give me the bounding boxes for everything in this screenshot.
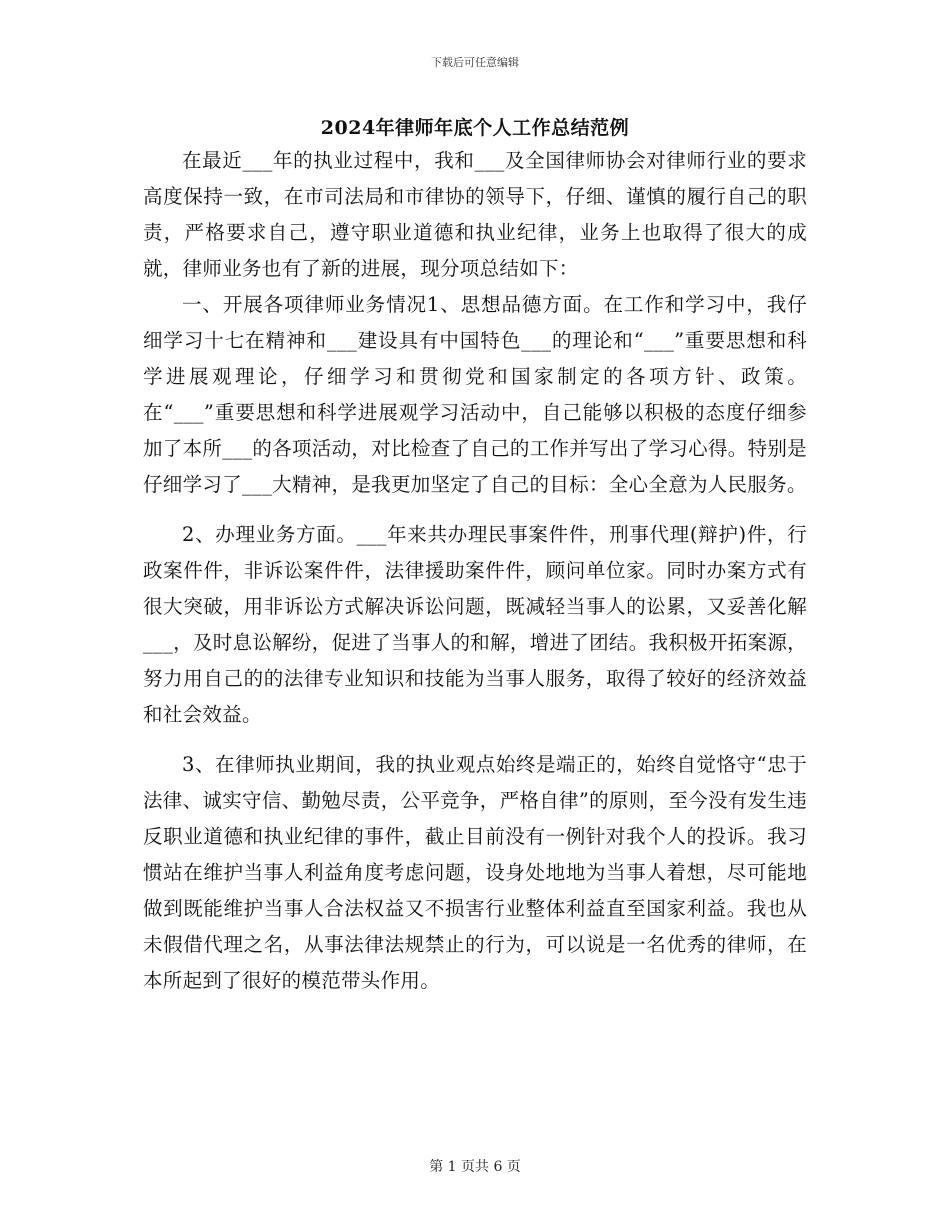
paragraph-section-3: 3、在律师执业期间，我的执业观点始终是端正的，始终自觉恪守“忠于法律、诚实守信、勤勉尽责，公平竞争，严格自律”的原则，至今没有发生违反职业道德和执业纪律的事件，截止目前没有一例针对我个人的投诉。我习惯站在维护当事人利益角度考虑问题，设身处地地为当事人着想，尽可能地做到既能维护当事人合法权益又不损害行业整体利益直至国家利益。我也从未假借代理之名，从事法律法规禁止的行为，可以说是一名优秀的律师，在本所起到了很好的模范带头作用。 (143, 753, 807, 992)
page-header: 下载后可任意编辑 (431, 56, 519, 69)
document-body (143, 143, 807, 999)
paragraph-section-1: 一、开展各项律师业务情况1、思想品德方面。在工作和学习中，我仔细学习十七在精神和___建设具有中国特色___的理论和“___”重要思想和科学进展观理论，仔细学习和贯彻党和国家制定的各项方针、政策。在“___”重要思想和科学进展观学习活动中，自己能够以积极的态度仔细参加了本所___的各项活动，对比检查了自己的工作并写出了学习心得。特别是仔细学习了___大精神，是我更加坚定了自己的目标：全心全意为人民服务。 (143, 293, 807, 496)
paragraph-section-2: 2、办理业务方面。___年来共办理民事案件件，刑事代理(辩护)件，行政案件件，非诉讼案件件，法律援助案件件，顾问单位家。同时办案方式有很大突破，用非诉讼方式解决诉讼问题，既减轻当事人的讼累，又妥善化解___，及时息讼解纷，促进了当事人的和解，增进了团结。我积极开拓案源，努力用自己的的法律专业知识和技能为当事人服务，取得了较好的经济效益和社会效益。 (143, 523, 807, 726)
paragraph-intro: 在最近___年的执业过程中，我和___及全国律师协会对律师行业的要求高度保持一致，在市司法局和市律协的领导下，仔细、谨慎的履行自己的职责，严格要求自己，遵守职业道德和执业纪律，业务上也取得了很大的成就，律师业务也有了新的进展，现分项总结如下： (143, 149, 807, 280)
document-title: 2024年律师年底个人工作总结范例 (320, 117, 630, 139)
page-footer: 第 1 页共 6 页 (429, 1159, 521, 1175)
